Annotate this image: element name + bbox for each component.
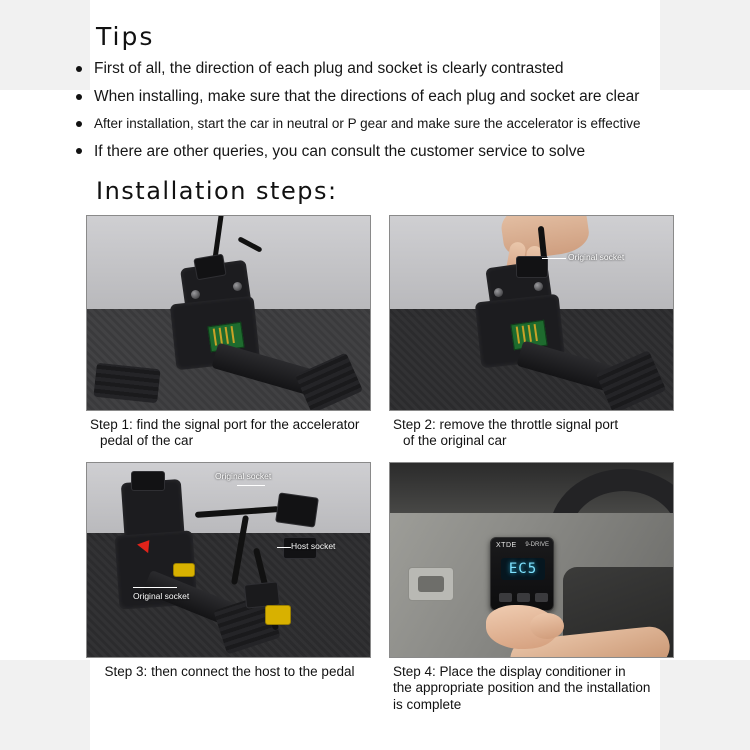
device-button-row[interactable] [499,593,548,602]
screw [494,288,503,297]
bullet-icon [76,148,82,154]
step-4-caption-line1: Step 4: Place the display conditioner in [393,663,626,679]
screw [191,290,200,299]
tips-list-item [76,87,716,106]
tips-item-text: When installing, make sure that the directions of each plug and socket are clear [94,88,640,106]
screw [233,282,242,291]
step-3-photo [86,462,371,658]
step-cell-4 [389,462,674,721]
label-original-socket-top: Original socket [215,470,272,481]
step-cell-2 [389,215,674,458]
tips-list [76,59,716,161]
steps-grid [86,215,716,721]
step-4-photo [389,462,674,658]
tips-title: Tips [96,22,155,51]
step-1-caption [86,411,371,458]
scene-background [87,216,370,410]
screw [534,282,543,291]
step-4-caption-line2: the appropriate position and the installation [393,680,651,696]
original-socket-connector [275,492,319,527]
floor-mat [93,363,160,404]
device-button-minus[interactable] [499,593,512,602]
yellow-connector [173,563,195,577]
step-1-photo [86,215,371,411]
label-leader-line [237,485,265,486]
tips-item-text: After installation, start the car in neutral or P gear and make sure the accelerator is effective [94,115,641,131]
scene-background [87,463,370,657]
original-socket-connector [516,256,548,278]
step-4-caption [389,658,674,721]
tips-item-text: First of all, the direction of each plug and socket is clearly contrasted [94,60,564,77]
bullet-icon [76,66,82,72]
step-1-caption-line1: Step 1: find the signal port for the accelerator [90,417,360,432]
label-leader-line [277,547,291,548]
throttle-controller-device[interactable] [490,537,554,611]
tips-list-item [76,116,716,133]
bullet-icon [76,121,82,127]
car-interior-scene [390,463,673,657]
device-brand-label: XTDE [496,541,517,549]
label-original-socket-bottom: Original socket [133,590,190,601]
device-display-value: EC5 [508,560,538,577]
label-host-socket: Host socket [291,540,336,551]
step-4-caption-line3: is complete [393,696,462,712]
device-display [501,558,545,580]
step-2-caption-line2: of the original car [403,433,507,449]
step-1-caption-line2: pedal of the car [100,433,194,449]
pedal-top-connector [131,471,165,491]
step-3-caption-line1: Step 3: then connect the host to the pedal [104,663,355,679]
step-2-caption-line1: Step 2: remove the throttle signal port [393,417,619,432]
step-cell-1 [86,215,371,458]
tips-list-item [76,142,716,161]
label-original-socket: Original socket [568,252,625,262]
step-cell-3 [86,462,371,721]
scene-background [390,216,673,410]
label-leader-line [542,258,566,259]
tips-item-text: If there are other queries, you can consult the customer service to solve [94,142,586,160]
step-2-caption [389,411,674,458]
step-3-caption [86,658,371,688]
device-brand-sub-label: 9-DRIVE [525,541,549,548]
device-button-mode[interactable] [517,593,530,602]
label-leader-line [133,587,177,588]
door-switch-panel [408,567,454,601]
device-button-plus[interactable] [535,593,548,602]
bullet-icon [76,94,82,100]
installation-steps-title: Installation steps: [96,177,338,205]
tips-list-item [76,59,716,78]
step-2-photo [389,215,674,411]
yellow-connector [265,605,291,625]
